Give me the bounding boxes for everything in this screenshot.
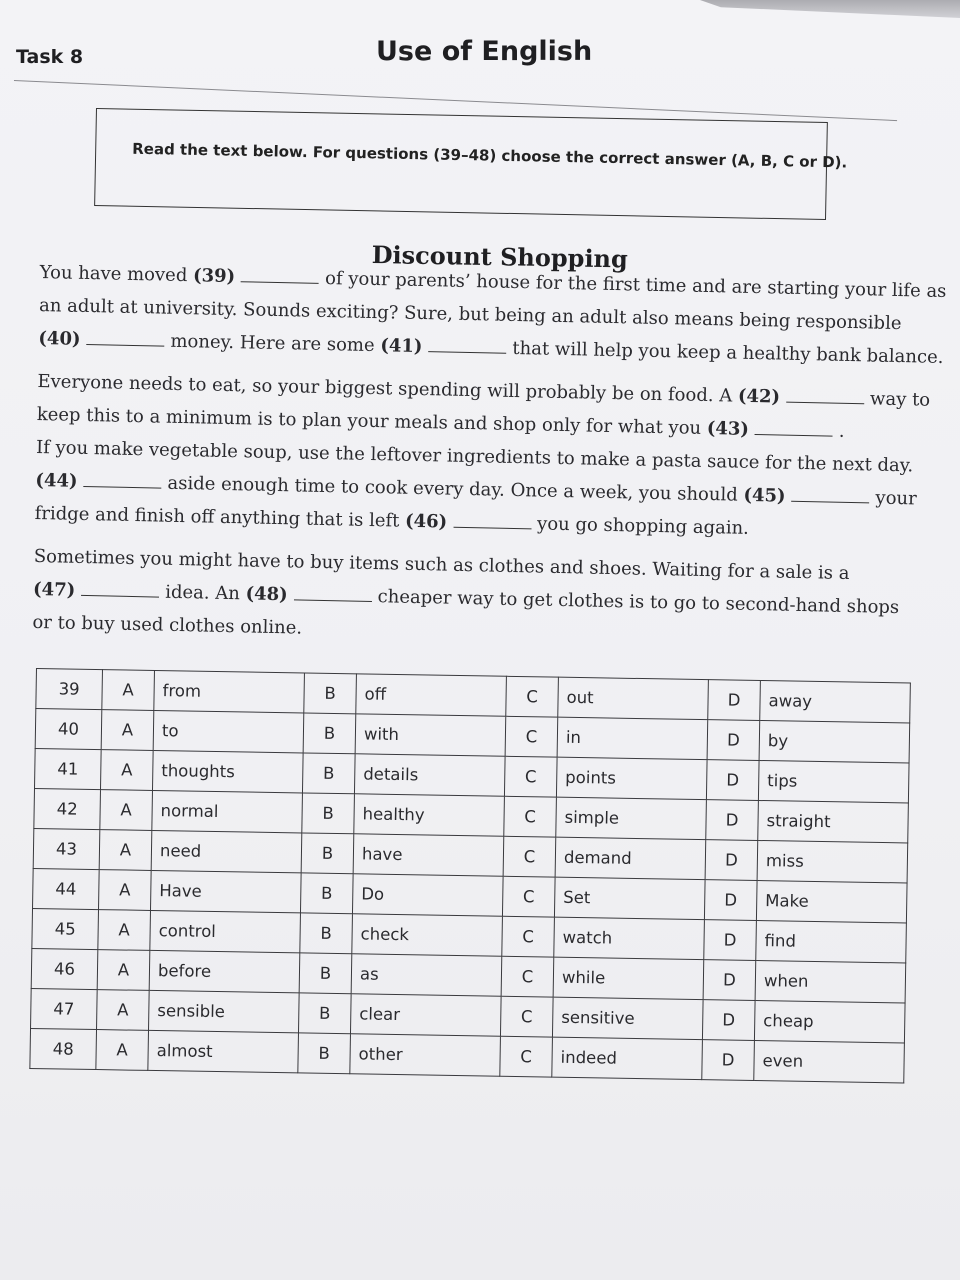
option-letter-cell: A [97, 950, 150, 991]
question-number-cell: 39 [36, 669, 103, 710]
question-number: (43) [706, 418, 750, 440]
question-number: (47) [32, 578, 76, 601]
option-letter-cell: D [703, 960, 756, 1001]
option-letter-cell: B [302, 793, 355, 834]
answer-options-table [29, 668, 911, 1083]
question-number: (39) [192, 265, 236, 288]
option-letter-cell: D [704, 920, 757, 961]
option-word-cell: by [759, 721, 910, 763]
answer-blank [83, 472, 161, 489]
answer-blank [791, 487, 869, 504]
option-word-cell: details [354, 754, 505, 796]
option-letter-cell: C [502, 916, 555, 957]
option-letter-cell: C [503, 836, 556, 877]
option-word-cell: simple [556, 797, 707, 839]
option-letter-cell: C [505, 716, 558, 757]
option-letter-cell: B [300, 873, 353, 914]
question-number-cell: 43 [33, 828, 100, 869]
article-text: idea. An [164, 581, 246, 605]
option-word-cell: off [356, 674, 507, 716]
option-letter-cell: B [300, 913, 353, 954]
answer-blank [86, 330, 164, 347]
question-number-cell: 45 [32, 908, 99, 949]
option-word-cell: while [553, 957, 704, 999]
article-text: that will help you keep a healthy bank balance. [512, 337, 944, 368]
option-word-cell: sensible [149, 990, 300, 1032]
option-letter-cell: C [506, 676, 559, 717]
option-word-cell: watch [554, 917, 705, 959]
question-number: (45) [743, 484, 786, 507]
article-body [32, 262, 947, 663]
option-letter-cell: D [707, 720, 760, 761]
option-word-cell: healthy [354, 794, 505, 836]
instruction-box [94, 108, 848, 220]
question-number-cell: 46 [31, 948, 98, 989]
option-letter-cell: B [303, 713, 356, 754]
article-text: Everyone needs to eat, so your biggest spending will probably be on food. A [37, 370, 739, 407]
option-letter-cell: B [304, 673, 357, 714]
option-word-cell: Have [150, 870, 301, 912]
option-word-cell: check [352, 914, 503, 956]
option-word-cell: normal [152, 790, 303, 832]
option-word-cell: indeed [552, 1037, 703, 1079]
option-word-cell: out [558, 677, 709, 719]
option-letter-cell: C [500, 1036, 553, 1077]
option-letter-cell: B [301, 833, 354, 874]
option-word-cell: straight [758, 800, 909, 842]
answer-blank [241, 267, 319, 284]
answer-blank [428, 337, 506, 354]
question-number-cell: 41 [35, 748, 102, 789]
option-letter-cell: B [298, 993, 351, 1034]
question-number: (46) [404, 510, 448, 533]
article-text: Sometimes you might have to buy items such as clothes and shoes. Waiting for a sale is a [33, 545, 850, 585]
option-letter-cell: B [298, 1033, 351, 1074]
option-letter-cell: A [96, 1030, 149, 1071]
article-title: Discount Shopping [371, 240, 629, 274]
page-title: Use of English [376, 36, 593, 67]
instruction-text: Read the text below. For questions (39–48) choose the correct answer (A, B, C or D). [132, 139, 848, 172]
option-letter-cell: B [299, 953, 352, 994]
article-text: of your parents’ house for the first time and are starting your life as [324, 267, 947, 302]
option-letter-cell: D [702, 1000, 755, 1041]
article-text: If you make vegetable soup, use the leftover ingredients to make a pasta sauce for the next day. [35, 436, 914, 477]
option-word-cell: miss [757, 840, 908, 882]
option-letter-cell: D [706, 800, 759, 841]
article-text: You have moved [39, 262, 194, 287]
article-text: keep this to a minimum is to plan your meals and shop only for what you [36, 403, 708, 439]
option-word-cell: Make [756, 880, 907, 922]
question-number-cell: 42 [34, 788, 101, 829]
option-letter-cell: B [302, 753, 355, 794]
answer-blank [453, 513, 531, 530]
article-text: way to [869, 388, 931, 411]
question-number-cell: 40 [35, 709, 102, 750]
option-word-cell: even [754, 1040, 905, 1082]
answer-blank [786, 388, 864, 405]
task-label: Task 8 [16, 46, 84, 68]
option-word-cell: find [756, 920, 907, 962]
option-letter-cell: D [706, 760, 759, 801]
option-letter-cell: D [702, 1040, 755, 1081]
option-letter-cell: A [101, 710, 154, 751]
option-word-cell: need [151, 830, 302, 872]
answer-blank [294, 585, 372, 602]
question-number: (41) [380, 335, 423, 358]
question-number: (48) [245, 583, 288, 606]
article-text: money. Here are some [170, 330, 381, 357]
page-corner-shadow [700, 0, 960, 18]
option-letter-cell: A [102, 670, 155, 711]
article-text: . [838, 420, 845, 442]
option-word-cell: tips [758, 761, 909, 803]
question-number-cell: 48 [30, 1028, 97, 1069]
option-word-cell: sensitive [552, 997, 703, 1039]
question-number: (44) [35, 469, 78, 492]
question-number-cell: 44 [33, 868, 100, 909]
question-number: (40) [38, 327, 81, 350]
option-letter-cell: D [705, 840, 758, 881]
option-word-cell: almost [148, 1030, 299, 1072]
option-word-cell: points [556, 757, 707, 799]
option-word-cell: from [154, 670, 305, 712]
option-word-cell: cheap [754, 1000, 905, 1042]
option-letter-cell: C [500, 996, 553, 1037]
question-number: (42) [737, 385, 781, 408]
option-word-cell: clear [350, 994, 501, 1036]
option-word-cell: have [353, 834, 504, 876]
option-word-cell: thoughts [152, 750, 303, 792]
article-text: fridge and finish off anything that is left [34, 502, 406, 532]
article-text: you go shopping again. [536, 513, 750, 539]
option-word-cell: other [350, 1034, 501, 1076]
article-text: an adult at university. Sounds exciting? Sure, but being an adult also means being responsible [38, 294, 902, 335]
article-text: or to buy used clothes online. [32, 611, 303, 639]
option-letter-cell: C [504, 796, 557, 837]
article-text: aside enough time to cook every day. Once a week, you should [167, 472, 744, 506]
option-letter-cell: A [97, 990, 150, 1031]
option-letter-cell: C [502, 876, 555, 917]
option-letter-cell: A [100, 790, 153, 831]
option-word-cell: when [755, 960, 906, 1002]
option-word-cell: Do [352, 874, 503, 916]
answer-blank [81, 581, 159, 598]
option-word-cell: away [760, 681, 911, 723]
article-text: your [875, 487, 917, 510]
option-letter-cell: A [100, 750, 153, 791]
option-word-cell: in [557, 717, 708, 759]
option-letter-cell: D [704, 880, 757, 921]
option-word-cell: with [355, 714, 506, 756]
option-word-cell: before [149, 950, 300, 992]
option-letter-cell: C [501, 956, 554, 997]
option-word-cell: to [153, 710, 304, 752]
option-letter-cell: D [708, 680, 761, 721]
option-letter-cell: A [99, 870, 152, 911]
option-word-cell: Set [554, 877, 705, 919]
option-letter-cell: A [98, 910, 151, 951]
option-word-cell: demand [555, 837, 706, 879]
option-letter-cell: A [99, 830, 152, 871]
option-letter-cell: C [504, 756, 557, 797]
option-word-cell: as [351, 954, 502, 996]
answer-blank [755, 420, 833, 437]
question-number-cell: 47 [31, 988, 98, 1029]
article-text: cheaper way to get clothes is to go to second-hand shops [377, 586, 900, 619]
option-word-cell: control [150, 910, 301, 952]
